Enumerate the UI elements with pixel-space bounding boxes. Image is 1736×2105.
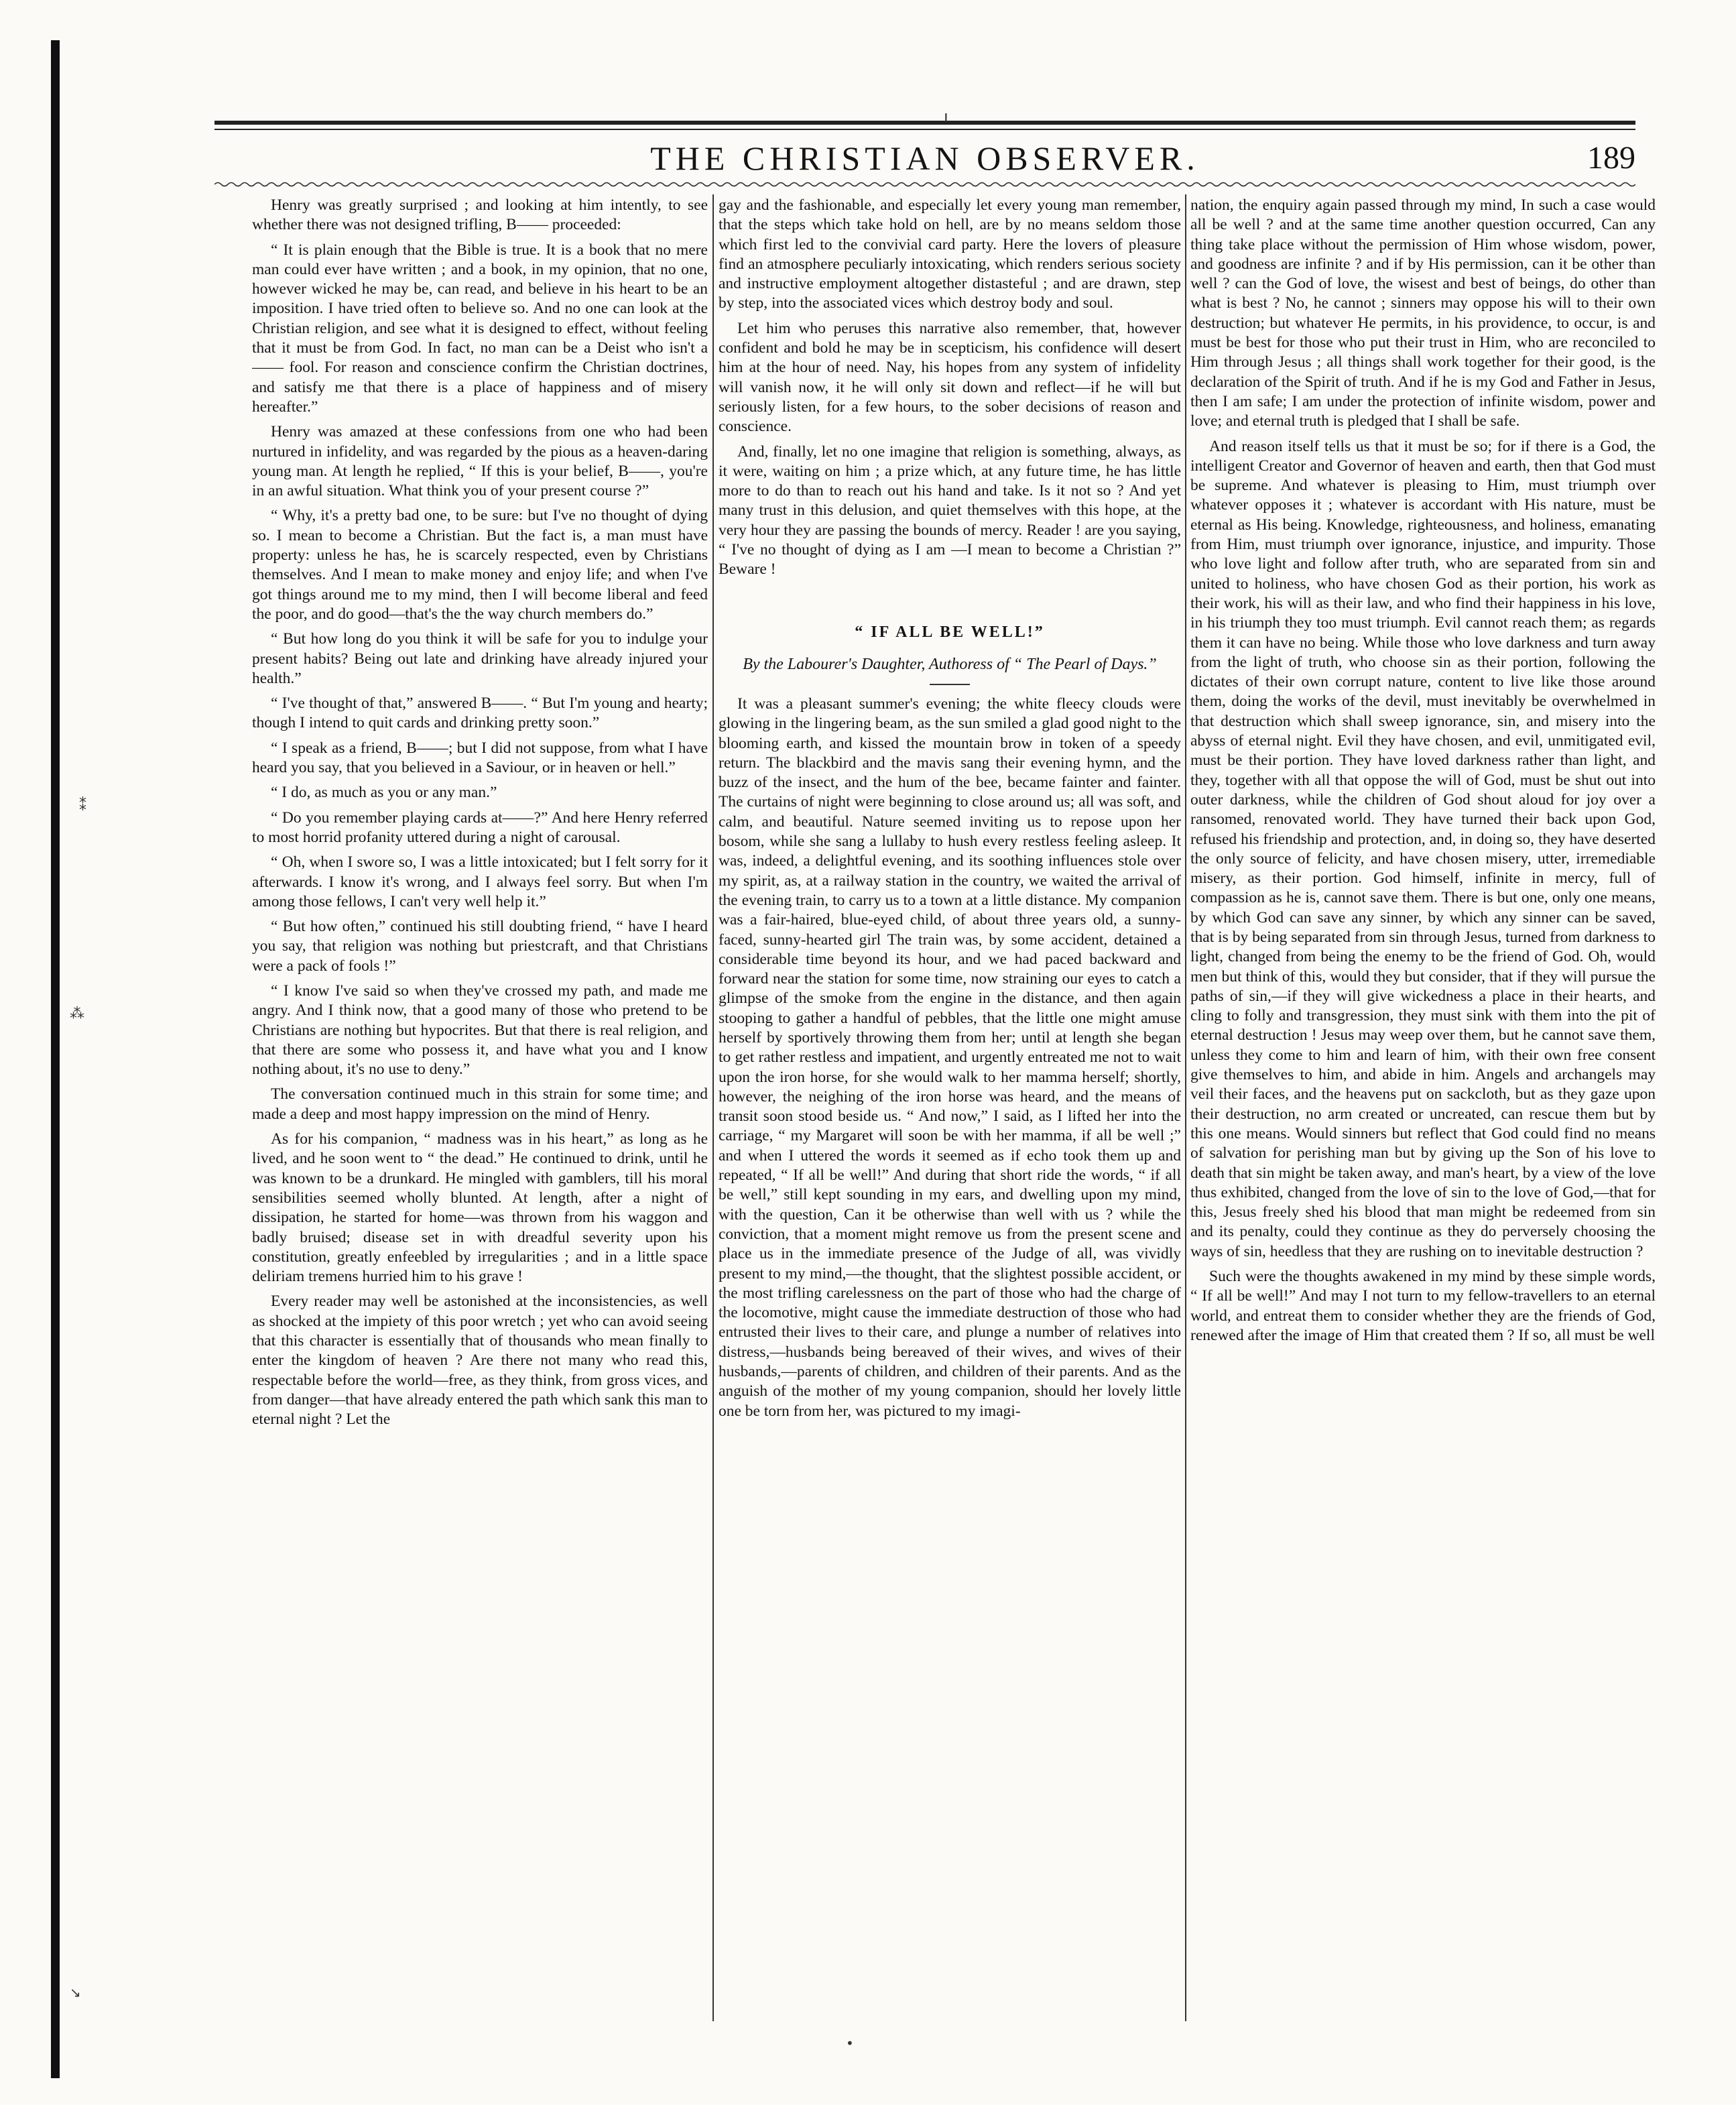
margin-mark-3: ↘ [70, 1984, 81, 2000]
page-header [214, 137, 1635, 180]
bottom-dot: • [846, 2035, 854, 2051]
article-title: “ IF ALL BE WELL!” [855, 623, 1045, 641]
paragraph: The conversation continued much in this strain for some time; and made a deep and most happy impression on the mind of Henry. [252, 1085, 708, 1123]
article-byline: By the Labourer's Daughter, Authoress of “ The Pearl of Days.” [743, 655, 1157, 673]
margin-mark-2: ⁂ [70, 1006, 84, 1022]
paragraph: Every reader may well be astonished at the inconsistencies, as well as shocked at the impiety of this poor wretch ; yet who can avoid seeing that this character is essentially that of thousands who mean finally to enter the kingdom of heaven ? Are there not many who read this, respectable before the world—free, as they think, from gross vices, and from danger—that have already entered the path which sank this man to eternal night ? Let the [252, 1292, 708, 1429]
binding-edge [51, 40, 60, 2078]
top-rule-thick [214, 121, 1635, 125]
paragraph: “ Oh, when I swore so, I was a little intoxicated; but I felt sorry for it afterwards. I know it's wrong, and I always feel sorry. But when I'm among those fellows, I can't very well help it.” [252, 853, 708, 910]
column-divider-2 [1185, 194, 1186, 2021]
paragraph: “ I've thought of that,” answered B——. “ But I'm young and hearty; though I intend to quit cards and drinking pretty soon.” [252, 695, 708, 732]
paragraph: It was a pleasant summer's evening; the white fleecy clouds were glowing in the lingering beam, as the sun smiled a glad good night to the blooming earth, and kissed the mountain brow in token of a speedy return. The blackbird and the mavis sang their evening hymn, and the buzz of the insect, and the hum of the bee, became fainter and fainter. The curtains of night were beginning to close around us; all was soft, and calm, and beautiful. Nature seemed inviting us to repose upon her bosom, while she sang a lullaby to hush every restless feeling asleep. It was, indeed, a delightful evening, and its soothing influences stole over my spirit, as, at a railway station in the country, we waited the arrival of the evening train, to carry us to a town at a little distance. My companion was a fair-haired, blue-eyed child, of about three years old, a sunny-faced, sunny-hearted girl The train was, by some accident, detained a considerable time beyond its hour, and we had paced backward and forward near the station for some time, now straining our eyes to catch a glimpse of the smoke from the engine in the distance, and then again stooping to gather a handful of pebbles, that the little one might amuse herself by sportively throwing them from her; until at length she began to get rather restless and impatient, and urgently entreated me not to wait upon the iron horse, for she would walk to her mamma herself; shortly, however, the neighing of the iron horse was heard, and the means of transit soon stood beside us. “ And now,” I said, as I lifted her into the carriage, “ my Margaret will soon be with her mamma, if all be well ;” and when I uttered the words it seemed as if echo took them up and repeated, “ If all be well!” And during that short ride the words, “ if all be well,” still kept sounding in my ears, and dwelling upon my mind, with the question, Can it be otherwise than well with us ? while the conviction, that a moment might remove us from the present scene and place us in the immediate presence of the Judge of all, was vividly present to my mind,—the thought, that the slightest possible accident, or the most trifling carelessness on the part of those who had the charge of the locomotive, might cause the immediate destruction of those who had entrusted their lives to their care, and plunge a number of relatives into distress,—husbands being bereaved of their wives, and wives of their husbands,—parents of children, and children of their parents. And as the anguish of the mother of my young companion, should her lovely little one be torn from her, was pictured to my imagi- [719, 695, 1181, 1420]
column-1 [252, 196, 708, 2019]
paragraph: “ Do you remember playing cards at——?” And here Henry referred to most horrid profanity uttered during a night of carousal. [252, 808, 708, 846]
paragraph: “ It is plain enough that the Bible is true. It is a book that no mere man could ever have written ; and a book, in my opinion, that no one, however wicked he may be, can read, and believe in his heart to be an imposition. I have tried often to believe so. And no one can look at the Christian religion, and see what it is designed to effect, without feeling that it must be from God. In fact, no man can be a Deist who isn't a —— fool. For reason and conscience confirm the Christian doctrines, and satisfy me that there is a place of happiness and of misery hereafter.” [252, 241, 708, 416]
page-number: 189 [1587, 140, 1635, 176]
paragraph: “ I do, as much as you or any man.” [271, 784, 497, 802]
top-rule-thin [214, 129, 1635, 130]
paragraph: Let him who peruses this narrative also remember, that, however confident and bold he may be in scepticism, his confidence will desert him at the hour of need. Nay, his hopes from any system of infidelity will vanish now, it he will only sit down and reflect—if he will but seriously listen, for a few hours, to the sober decisions of reason and conscience. [719, 319, 1181, 436]
paragraph: “ But how long do you think it will be safe for you to indulge your present habits? Being out late and drinking have already injured your health.” [252, 630, 708, 687]
header-wavy-rule [214, 181, 1635, 188]
paragraph: “ Why, it's a pretty bad one, to be sure: but I've no thought of dying so. I mean to become a Christian. But the fact is, a man must have property: unless he has, he is scarcely respected, even by Christians themselves. And I mean to make money and enjoy life; and when I've got things around me to my mind, then I will become liberal and feed the poor, and do good—that's the the way church members do.” [252, 507, 708, 623]
publication-title: THE CHRISTIAN OBSERVER. [650, 139, 1200, 177]
paragraph: And, finally, let no one imagine that religion is something, always, as it were, waiting on him ; a prize which, at any future time, he has little more to do than to reach out his hand and take. Is it not so ? And yet many trust in this delusion, and quiet themselves with this hope, at the very hour they are passing the bounds of mercy. Reader ! are you saying, “ I've no thought of dying as I am —I mean to become a Christian ?” Beware ! [719, 442, 1181, 579]
column-2 [719, 196, 1181, 2019]
paragraph: “ I speak as a friend, B——; but I did not suppose, from what I have heard you say, that you believed in a Saviour, or in heaven or hell.” [252, 739, 708, 777]
paragraph: nation, the enquiry again passed through my mind, In such a case would all be well ? and at the same time another question occurred, Can any thing take place without the permission of Him whose wisdom, power, and goodness are infinite ? and if by His permission, can it be other than well ? can the God of love, the wisest and best of beings, do other than what is best ? No, he cannot ; sinners may oppose his will to their own destruction; but whatever He permits, in his providence, to occur, is and must be best for those who put their trust in Him, who are reconciled to Him through Jesus ; all things shall work together for their good, is the declaration of the Spirit of truth. And if he is my God and Father in Jesus, then I am safe; I am under the protection of infinite wisdom, power and love; and eternal truth is pledged that I shall be safe. [1190, 196, 1656, 430]
byline-rule [930, 684, 970, 685]
paragraph: Henry was amazed at these confessions from one who had been nurtured in infidelity, and was regarded by the pious as a heaven-daring young man. At length he replied, “ If this is your belief, B——, you're in an awful situation. What think you of your present course ?” [252, 423, 708, 500]
paragraph: gay and the fashionable, and especially let every young man remember, that the steps which take hold on hell, are by no means seldom those which first led to the convivial card party. Here the lovers of pleasure find an atmosphere peculiarly intoxicating, which renders serious society and instructive employment altogether distasteful ; and are drawn, step by step, into the associated vices which destroy body and soul. [719, 196, 1181, 312]
paragraph: “ But how often,” continued his still doubting friend, “ have I heard you say, that religion was nothing but priestcraft, and that Christians were a pack of fools !” [252, 918, 708, 975]
column-3 [1190, 196, 1656, 2019]
paragraph: “ I know I've said so when they've crossed my path, and made me angry. And I think now, that a good many of those who pretend to be Christians are nothing but hypocrites. But that there is real religion, and that there are some who possess it, and have what you and I know nothing about, it's no use to deny.” [252, 981, 708, 1079]
paragraph: As for his companion, “ madness was in his heart,” as long as he lived, and he soon went to “ the dead.” He continued to drink, until he was known to be a drunkard. He mingled with gamblers, till his moral sensibilities seemed wholly blunted. At length, after a night of dissipation, he started for home—was thrown from his waggon and badly bruised; disease set in with dreadful severity upon his constitution, greatly enfeebled by irregularities ; and in a little space deliriam tremens hurried him to his grave ! [252, 1130, 708, 1286]
paragraph: Such were the thoughts awakened in my mind by these simple words, “ If all be well!” And may I not turn to my fellow-travellers to an eternal world, and entreat them to consider whether they are the friends of God, renewed after the image of Him that created them ? If so, all must be well [1190, 1268, 1656, 1344]
column-divider-1 [712, 194, 714, 2021]
margin-mark-1: ⁑ [79, 798, 86, 815]
paragraph: Henry was greatly surprised ; and looking at him intently, to see whether there was not designed trifling, B—— proceeded: [252, 196, 708, 234]
paragraph: And reason itself tells us that it must be so; for if there is a God, the intelligent Creator and Governor of heaven and earth, then that God must be supreme. And whatever is pleasing to Him, must triumph over whatever opposes it ; whatever is accordant with His nature, must be eternal as His being. Knowledge, righteousness, and holiness, emanating from Him, must triumph over ignorance, injustice, and impurity. Those who love light and follow after truth, who are separated from sin and united to holiness, who have chosen God as their portion, his work as their work, his will as their law, and who find their happiness in his love, in his triumph they too must triumph. Evil cannot reach them; as regards them it can have no being. While those who love darkness and turn away from the light of truth, who choose sin as their portion, following the dictates of their own corrupt nature, content to live like those around them, doing the works of the devil, must inevitably be overwhelmed in that destruction which shall sweep ignorance, sin, and misery into the abyss of eternal night. Evil they have chosen, and evil, unmitigated evil, must be their portion. They have loved darkness rather than light, and they, together with all that oppose the will of God, must be shut out into outer darkness, while the children of God shout aloud for joy over a ransomed, renovated world. They have turned their back upon God, refused his friendship and protection, and, in doing so, they have deserted the only source of felicity, and have chosen misery, utter, irremediable misery, as their portion. God himself, infinite in mercy, full of compassion as he is, cannot save them. There is but one, only one means, by which God can save any sinner, by which any sinner can be saved, that is by being separated from sin through Jesus, turned from darkness to light, changed from being the enemy to be the friend of God. Oh, would men but think of this, would they but consider, that if they will pursue the paths of sin,—if they will give wickedness a place in their hearts, and cling to folly and transgression, they must sink with them into the pit of eternal destruction ! Jesus may weep over them, but he cannot save them, unless they come to him and learn of him, with their own free consent give themselves to him, and abide in him. Angels and archangels may veil their faces, and the heavens put on sackcloth, but as they gaze upon their destruction, no arm created or uncreated, can rescue them but by this one means. Would sinners but reflect that God could find no means of salvation for perishing man but by giving up the Son of his love to death that sin might be taken away, and man's heart, by a view of the love thus exhibited, changed from the love of sin to the love of God,—that for this, Jesus freely shed his blood that man might be redeemed from sin and its penalty, could they continue as they do perversely choosing the ways of sin, heedless that they are rushing on to inevitable destruction ? [1190, 437, 1656, 1260]
top-tick-mark: ı [944, 107, 948, 126]
